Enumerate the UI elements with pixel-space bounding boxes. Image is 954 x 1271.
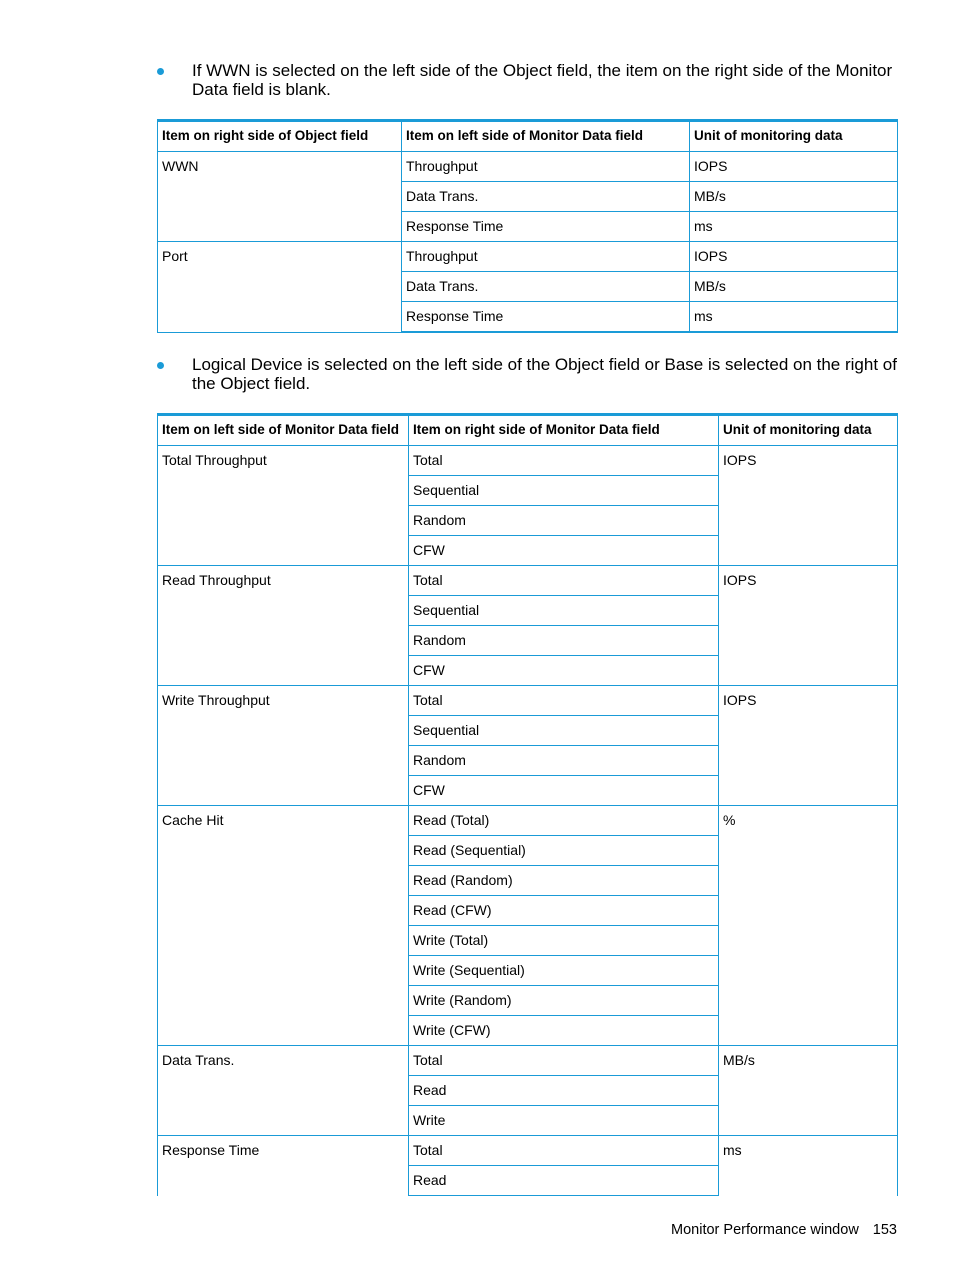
- table-row: [158, 1046, 898, 1076]
- bullet-dot: [157, 362, 164, 369]
- monitor-item-cell: CFW: [409, 656, 719, 686]
- monitor-item-cell: Write (Total): [409, 926, 719, 956]
- monitor-item-cell: CFW: [409, 536, 719, 566]
- monitor-item-cell: Total: [409, 566, 719, 596]
- bullet-item-logical-device: [157, 355, 897, 393]
- metric-cell: Write Throughput: [158, 686, 409, 806]
- footer-title: Monitor Performance window: [671, 1222, 859, 1238]
- monitor-item-cell: Read (Sequential): [409, 836, 719, 866]
- monitor-item-cell: Data Trans.: [402, 272, 690, 302]
- wwn-port-table: [157, 119, 898, 333]
- table-row: [158, 566, 898, 596]
- logical-device-table: [157, 413, 898, 1196]
- column-header: Unit of monitoring data: [690, 121, 898, 152]
- monitor-item-cell: Write: [409, 1106, 719, 1136]
- unit-cell: MB/s: [690, 272, 898, 302]
- table-row: [158, 446, 898, 476]
- table-header-row: [158, 415, 898, 446]
- column-header: Unit of monitoring data: [719, 415, 898, 446]
- table-row: [158, 1136, 898, 1166]
- table-header-row: [158, 121, 898, 152]
- unit-cell: MB/s: [719, 1046, 898, 1136]
- object-cell: WWN: [158, 152, 402, 242]
- table-row: [158, 686, 898, 716]
- monitor-item-cell: Read: [409, 1076, 719, 1106]
- monitor-item-cell: Read (Random): [409, 866, 719, 896]
- unit-cell: IOPS: [719, 686, 898, 806]
- unit-cell: %: [719, 806, 898, 1046]
- table-row: [158, 806, 898, 836]
- monitor-item-cell: Total: [409, 446, 719, 476]
- unit-cell: IOPS: [690, 152, 898, 182]
- monitor-item-cell: Data Trans.: [402, 182, 690, 212]
- monitor-item-cell: Total: [409, 1136, 719, 1166]
- monitor-item-cell: Throughput: [402, 242, 690, 272]
- page-footer: [671, 1222, 897, 1238]
- metric-cell: Cache Hit: [158, 806, 409, 1046]
- page-number: 153: [872, 1222, 897, 1238]
- unit-cell: MB/s: [690, 182, 898, 212]
- monitor-item-cell: Total: [409, 686, 719, 716]
- column-header: Item on left side of Monitor Data field: [158, 415, 409, 446]
- monitor-item-cell: Sequential: [409, 596, 719, 626]
- monitor-item-cell: Sequential: [409, 716, 719, 746]
- unit-cell: IOPS: [690, 242, 898, 272]
- monitor-item-cell: Read (Total): [409, 806, 719, 836]
- column-header: Item on left side of Monitor Data field: [402, 121, 690, 152]
- monitor-item-cell: Throughput: [402, 152, 690, 182]
- metric-cell: Response Time: [158, 1136, 409, 1196]
- unit-cell: ms: [690, 302, 898, 333]
- metric-cell: Read Throughput: [158, 566, 409, 686]
- monitor-item-cell: Write (Random): [409, 986, 719, 1016]
- monitor-item-cell: Total: [409, 1046, 719, 1076]
- bullet-text: If WWN is selected on the left side of the Object field, the item on the right side of the Monitor Data field is blank.: [192, 61, 893, 99]
- monitor-item-cell: Read: [409, 1166, 719, 1196]
- monitor-item-cell: Random: [409, 746, 719, 776]
- metric-cell: Total Throughput: [158, 446, 409, 566]
- column-header: Item on right side of Monitor Data field: [409, 415, 719, 446]
- unit-cell: IOPS: [719, 446, 898, 566]
- monitor-item-cell: Write (CFW): [409, 1016, 719, 1046]
- monitor-item-cell: Random: [409, 626, 719, 656]
- monitor-item-cell: Read (CFW): [409, 896, 719, 926]
- unit-cell: ms: [690, 212, 898, 242]
- bullet-text: Logical Device is selected on the left side of the Object field or Base is selected on the right of the Object field.: [192, 355, 897, 393]
- table-row: [158, 242, 898, 272]
- monitor-item-cell: Sequential: [409, 476, 719, 506]
- monitor-item-cell: Response Time: [402, 212, 690, 242]
- unit-cell: IOPS: [719, 566, 898, 686]
- bullet-dot: [157, 68, 164, 75]
- monitor-item-cell: Response Time: [402, 302, 690, 333]
- column-header: Item on right side of Object field: [158, 121, 402, 152]
- bullet-item-wwn: [157, 61, 897, 99]
- monitor-item-cell: Random: [409, 506, 719, 536]
- monitor-item-cell: CFW: [409, 776, 719, 806]
- object-cell: Port: [158, 242, 402, 333]
- monitor-item-cell: Write (Sequential): [409, 956, 719, 986]
- metric-cell: Data Trans.: [158, 1046, 409, 1136]
- table-row: [158, 152, 898, 182]
- unit-cell: ms: [719, 1136, 898, 1196]
